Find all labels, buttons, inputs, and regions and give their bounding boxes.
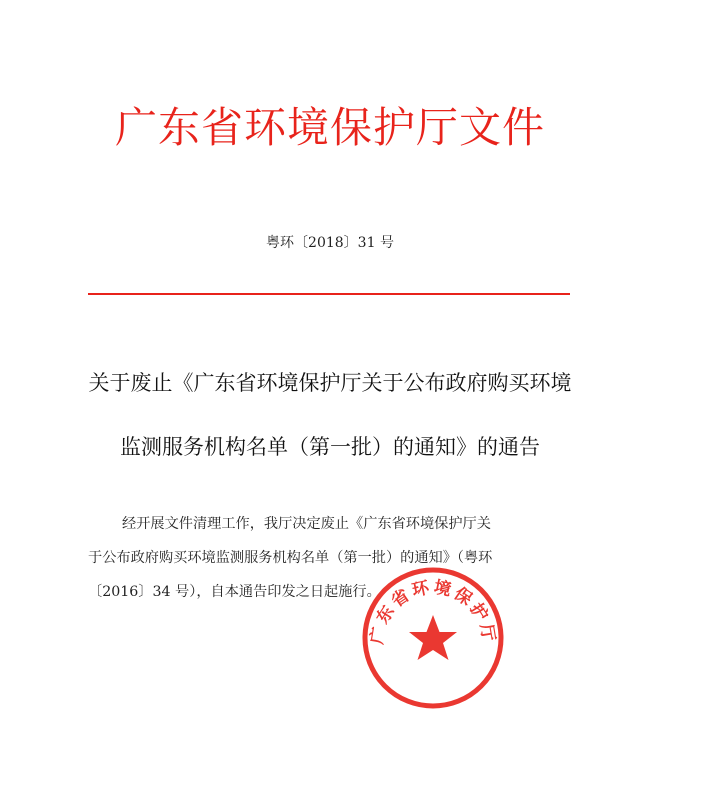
document-number: 粤环〔2018〕31 号 <box>266 235 394 251</box>
official-seal-icon <box>360 565 506 711</box>
body-text-line-1: 经开展文件清理工作，我厅决定废止《广东省环境保护厅关 <box>122 516 491 532</box>
seal-text: 广东省环境保护厅 <box>367 577 499 646</box>
red-divider-line <box>88 293 570 295</box>
document-masthead: 广东省环境保护厅文件 <box>114 103 545 152</box>
body-text-line-3: 〔2016〕34 号），自本通告印发之日起施行。 <box>88 584 381 600</box>
notice-title-line-1: 关于废止《广东省环境保护厅关于公布政府购买环境 <box>88 371 572 395</box>
seal-star-icon <box>409 615 457 660</box>
body-text-line-2: 于公布政府购买环境监测服务机构名单（第一批）的通知》（粤环 <box>88 550 493 566</box>
notice-title-line-2: 监测服务机构名单（第一批）的通知》的通告 <box>120 435 540 459</box>
